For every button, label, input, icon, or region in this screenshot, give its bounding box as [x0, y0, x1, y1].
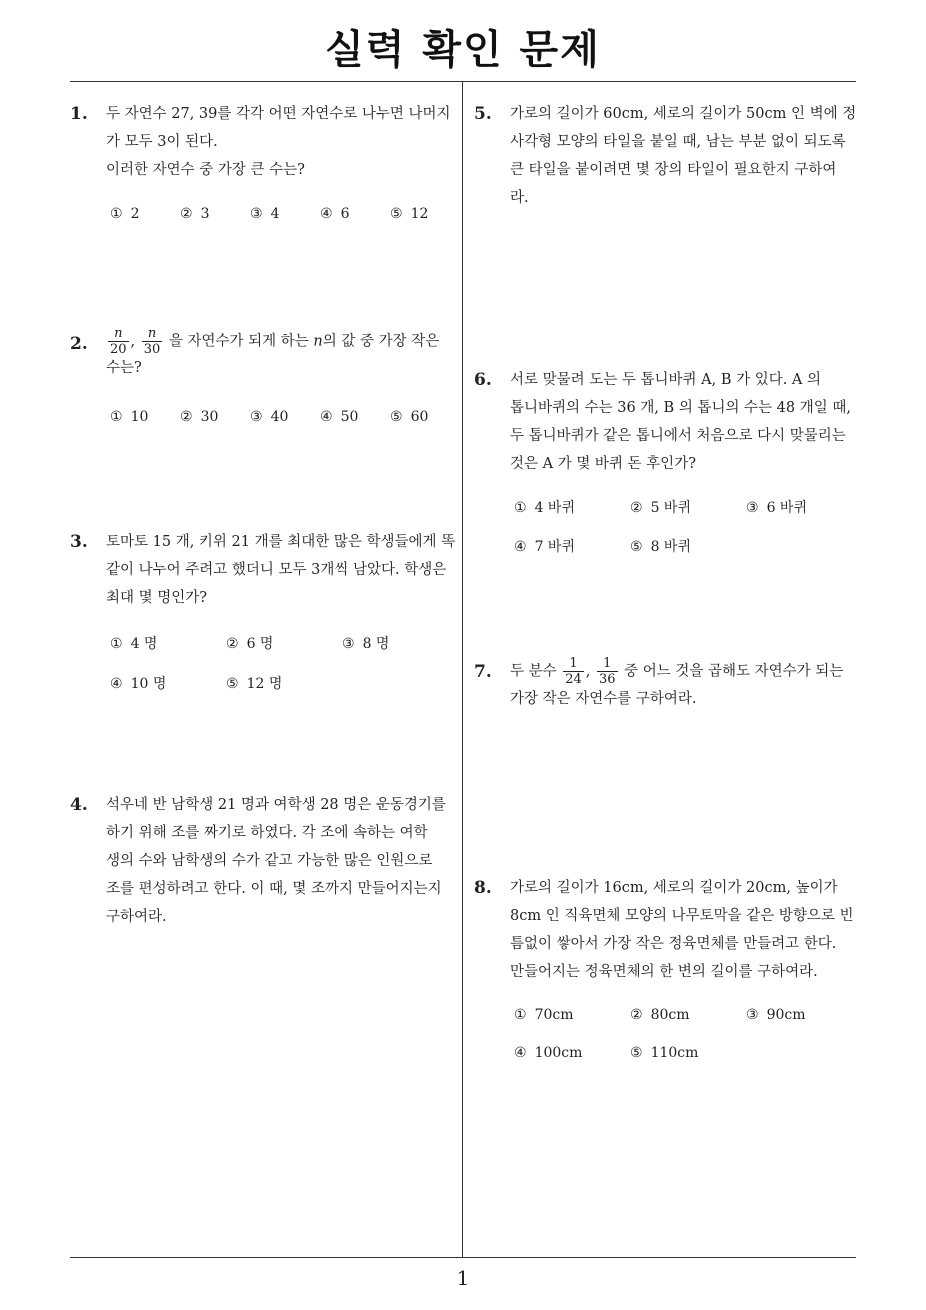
question-5 — [474, 100, 860, 212]
question-3 — [70, 528, 456, 612]
choice-1[interactable]: ① 10 — [110, 409, 149, 425]
choice-2[interactable]: ② 80cm — [630, 1007, 690, 1023]
fraction-1-over-36: $\frac{1}{36}$ — [599, 656, 616, 687]
question-number: 7. — [474, 662, 492, 682]
question-text: $\frac{n}{20}$ , $\frac{n}{30}$ 을 자연수가 되게 하는 n의 값 중 가장 작은 수는? — [106, 326, 440, 376]
choice-5[interactable]: ⑤ 8 바퀴 — [630, 539, 691, 555]
choice-1[interactable]: ① 4 바퀴 — [514, 500, 575, 516]
question-text: 가로의 길이가 60cm, 세로의 길이가 50cm 인 벽에 정 사각형 모양의 타일을 붙일 때, 남는 부분 없이 되도록 큰 타일을 붙이려면 몇 장의 타일이 필요한지 구하여 라. — [510, 106, 857, 206]
question-1 — [70, 100, 456, 184]
choice-2[interactable]: ② 3 — [180, 206, 210, 222]
choice-5[interactable]: ⑤ 12 명 — [226, 676, 283, 692]
fraction-1-over-24: $\frac{1}{24}$ — [565, 656, 582, 687]
page-number: 1 — [456, 1266, 470, 1290]
bottom-rule — [70, 1257, 856, 1258]
fraction-n-over-30: $\frac{n}{30}$ — [143, 326, 161, 357]
choice-1[interactable]: ① 70cm — [514, 1007, 574, 1023]
question-number: 1. — [70, 104, 88, 124]
question-number: 3. — [70, 532, 88, 552]
choice-1[interactable]: ① 2 — [110, 206, 140, 222]
question-number: 8. — [474, 878, 492, 898]
choice-4[interactable]: ④ 50 — [320, 409, 359, 425]
choice-3[interactable]: ③ 6 바퀴 — [746, 500, 807, 516]
choice-5[interactable]: ⑤ 12 — [390, 206, 429, 222]
page-title: 실력 확인 문제 — [325, 27, 601, 73]
choice-4[interactable]: ④ 7 바퀴 — [514, 539, 575, 555]
choice-5[interactable]: ⑤ 110cm — [630, 1045, 699, 1061]
top-rule — [70, 81, 856, 82]
choice-3[interactable]: ③ 40 — [250, 409, 289, 425]
choice-3[interactable]: ③ 8 명 — [342, 636, 390, 652]
question-number: 5. — [474, 104, 492, 124]
choice-3[interactable]: ③ 90cm — [746, 1007, 806, 1023]
question-6 — [474, 366, 860, 478]
column-divider — [462, 82, 463, 1258]
question-text: 토마토 15 개, 키위 21 개를 최대한 많은 학생들에게 똑 같이 나누어 주려고 했더니 모두 3개씩 남았다. 학생은 최대 몇 명인가? — [106, 534, 456, 606]
choice-2[interactable]: ② 30 — [180, 409, 219, 425]
choice-1[interactable]: ① 4 명 — [110, 636, 158, 652]
question-text: 석우네 반 남학생 21 명과 여학생 28 명은 운동경기를 하기 위해 조를 짜기로 하였다. 각 조에 속하는 여학 생의 수와 남학생의 수가 같고 가능한 많은 인원으로 조를 편성하려고 한다. 이 때, 몇 조까지 만들어지는지 구하여라. — [106, 797, 446, 925]
question-number: 4. — [70, 795, 88, 815]
choice-4[interactable]: ④ 10 명 — [110, 676, 167, 692]
choice-2[interactable]: ② 6 명 — [226, 636, 274, 652]
fraction-n-over-20: $\frac{n}{20}$ — [110, 326, 127, 357]
choice-5[interactable]: ⑤ 60 — [390, 409, 429, 425]
choice-2[interactable]: ② 5 바퀴 — [630, 500, 691, 516]
choice-3[interactable]: ③ 4 — [250, 206, 280, 222]
question-number: 6. — [474, 370, 492, 390]
question-text: 가로의 길이가 16cm, 세로의 길이가 20cm, 높이가 8cm 인 직육면체 모양의 나무토막을 같은 방향으로 빈 틈없이 쌓아서 가장 작은 정육면체를 만들려고 한다. 만들어지는 정육면체의 한 변의 길이를 구하여라. — [510, 880, 854, 980]
choice-4[interactable]: ④ 100cm — [514, 1045, 583, 1061]
choice-4[interactable]: ④ 6 — [320, 206, 350, 222]
question-8 — [474, 874, 860, 986]
question-text: 두 자연수 27, 39를 각각 어떤 자연수로 나누면 나머지 가 모두 3이 된다. 이러한 자연수 중 가장 큰 수는? — [106, 106, 451, 178]
question-text: 두 분수 $\frac{1}{24}$ , $\frac{1}{36}$ 중 어느 것을 곱해도 자연수가 되는 가장 작은 자연수를 구하여라. — [510, 656, 844, 707]
question-7 — [474, 656, 860, 711]
question-4 — [70, 791, 456, 931]
question-text: 서로 맞물려 도는 두 톱니바퀴 A, B 가 있다. A 의 톱니바퀴의 수는 36 개, B 의 톱니의 수는 48 개일 때, 두 톱니바퀴가 같은 톱니에서 처음으로 다시 맞물리는 것은 A 가 몇 바퀴 돈 후인가? — [510, 372, 851, 472]
question-number: 2. — [70, 334, 88, 354]
question-2 — [70, 326, 456, 379]
